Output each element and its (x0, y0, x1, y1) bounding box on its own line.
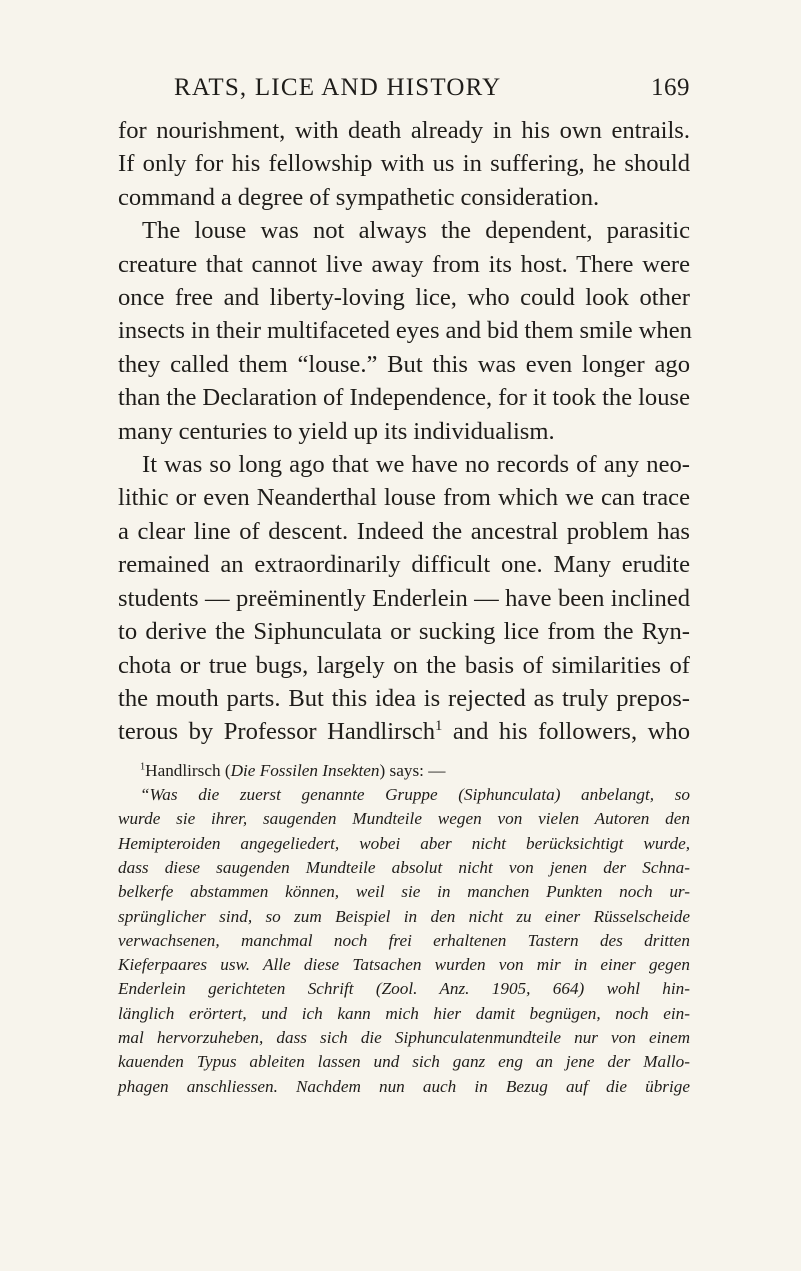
footnote-quote-line: wurde sie ihrer, saugenden Mundteile wegen von vielen Autoren den (118, 809, 690, 829)
body-line-text: terous by Professor Handlirsch (118, 718, 436, 746)
body-line: If only for his fellowship with us in suffering, he should (118, 150, 690, 178)
body-line: they called them “louse.” But this was even longer ago (118, 350, 690, 378)
footnote-quote-line: belkerfe abstammen können, weil sie in manchen Punkten noch ur- (118, 882, 690, 902)
footnote-quote-line: dass diese saugenden Mundteile absolut nicht von jenen der Schna- (118, 857, 690, 877)
footnote-quote-line: verwachsenen, manchmal noch frei erhaltenen Tastern des dritten (118, 930, 690, 950)
footnote-quote-line: kauenden Typus ableiten lassen und sich ganz eng an jene der Mallo- (118, 1052, 690, 1072)
body-line: once free and liberty-loving lice, who could look other (118, 284, 690, 312)
body-line: The louse was not always the dependent, parasitic (142, 217, 690, 245)
body-line: a clear line of descent. Indeed the ancestral problem has (118, 517, 690, 545)
body-line: chota or true bugs, largely on the basis of similarities of (118, 651, 690, 679)
body-line: remained an extraordinarily difficult one. Many erudite (118, 551, 690, 579)
body-line: creature that cannot live away from its host. There were (118, 250, 690, 278)
page-header (118, 74, 690, 114)
footnote-quote-line: “Was die zuerst genannte Gruppe (Siphunculata) anbelangt, so (140, 785, 690, 805)
body-line: command a degree of sympathetic consideration. (118, 183, 600, 211)
running-head: RATS, LICE AND HISTORY (174, 74, 502, 101)
footnote-quote-line: sprünglicher sind, so zum Beispiel in den nicht zu einer Rüsselscheide (118, 906, 690, 926)
footnote-intro (118, 759, 690, 783)
footnote-quote-line: Kieferpaares usw. Alle diese Tatsachen wurden von mir in einer gegen (118, 955, 690, 975)
footnote-quote-line: phagen anschliessen. Nachdem nun auch in Bezug auf die übrige (118, 1076, 690, 1096)
body-line: many centuries to yield up its individualism. (118, 417, 555, 445)
footnote-says: ) says: — (379, 760, 446, 780)
body-line: lithic or even Neanderthal louse from which we can trace (118, 484, 690, 512)
body-line: insects in their multifaceted eyes and bid them smile when (118, 317, 692, 345)
body-line-text: and his followers, who (442, 718, 690, 746)
body-line: to derive the Siphunculata or sucking lice from the Ryn- (118, 618, 690, 646)
book-page (118, 74, 690, 1099)
footnote-mark: 1 (140, 760, 146, 772)
body-text (118, 114, 690, 749)
body-line-with-note (118, 715, 690, 748)
footnote-work-title: Die Fossilen Insekten (230, 760, 380, 780)
footnote-quote-line: mal hervorzuheben, dass sich die Siphunculatenmundteile nur von einem (118, 1027, 690, 1047)
footnote-quote-line: Hemipteroiden angegeliedert, wobei aber nicht berücksichtigt wurde, (118, 833, 690, 853)
footnote-quote-line: Enderlein gerichteten Schrift (Zool. Anz. 1905, 664) wohl hin- (118, 979, 690, 999)
body-line: It was so long ago that we have no records of any neo- (142, 451, 690, 479)
body-line: students — preëminently Enderlein — have been inclined (118, 584, 690, 612)
footnote-author: Handlirsch ( (145, 760, 231, 780)
page-number: 169 (651, 74, 690, 101)
body-line: for nourishment, with death already in his own entrails. (118, 117, 690, 144)
body-line: the mouth parts. But this idea is rejected as truly prepos- (118, 684, 690, 712)
footnote (118, 759, 690, 1099)
body-line: than the Declaration of Independence, for it took the louse (118, 384, 690, 412)
footnote-reference: 1 (435, 718, 443, 735)
footnote-quote-line: länglich erörtert, und ich kann mich hier damit begnügen, noch ein- (118, 1003, 690, 1023)
